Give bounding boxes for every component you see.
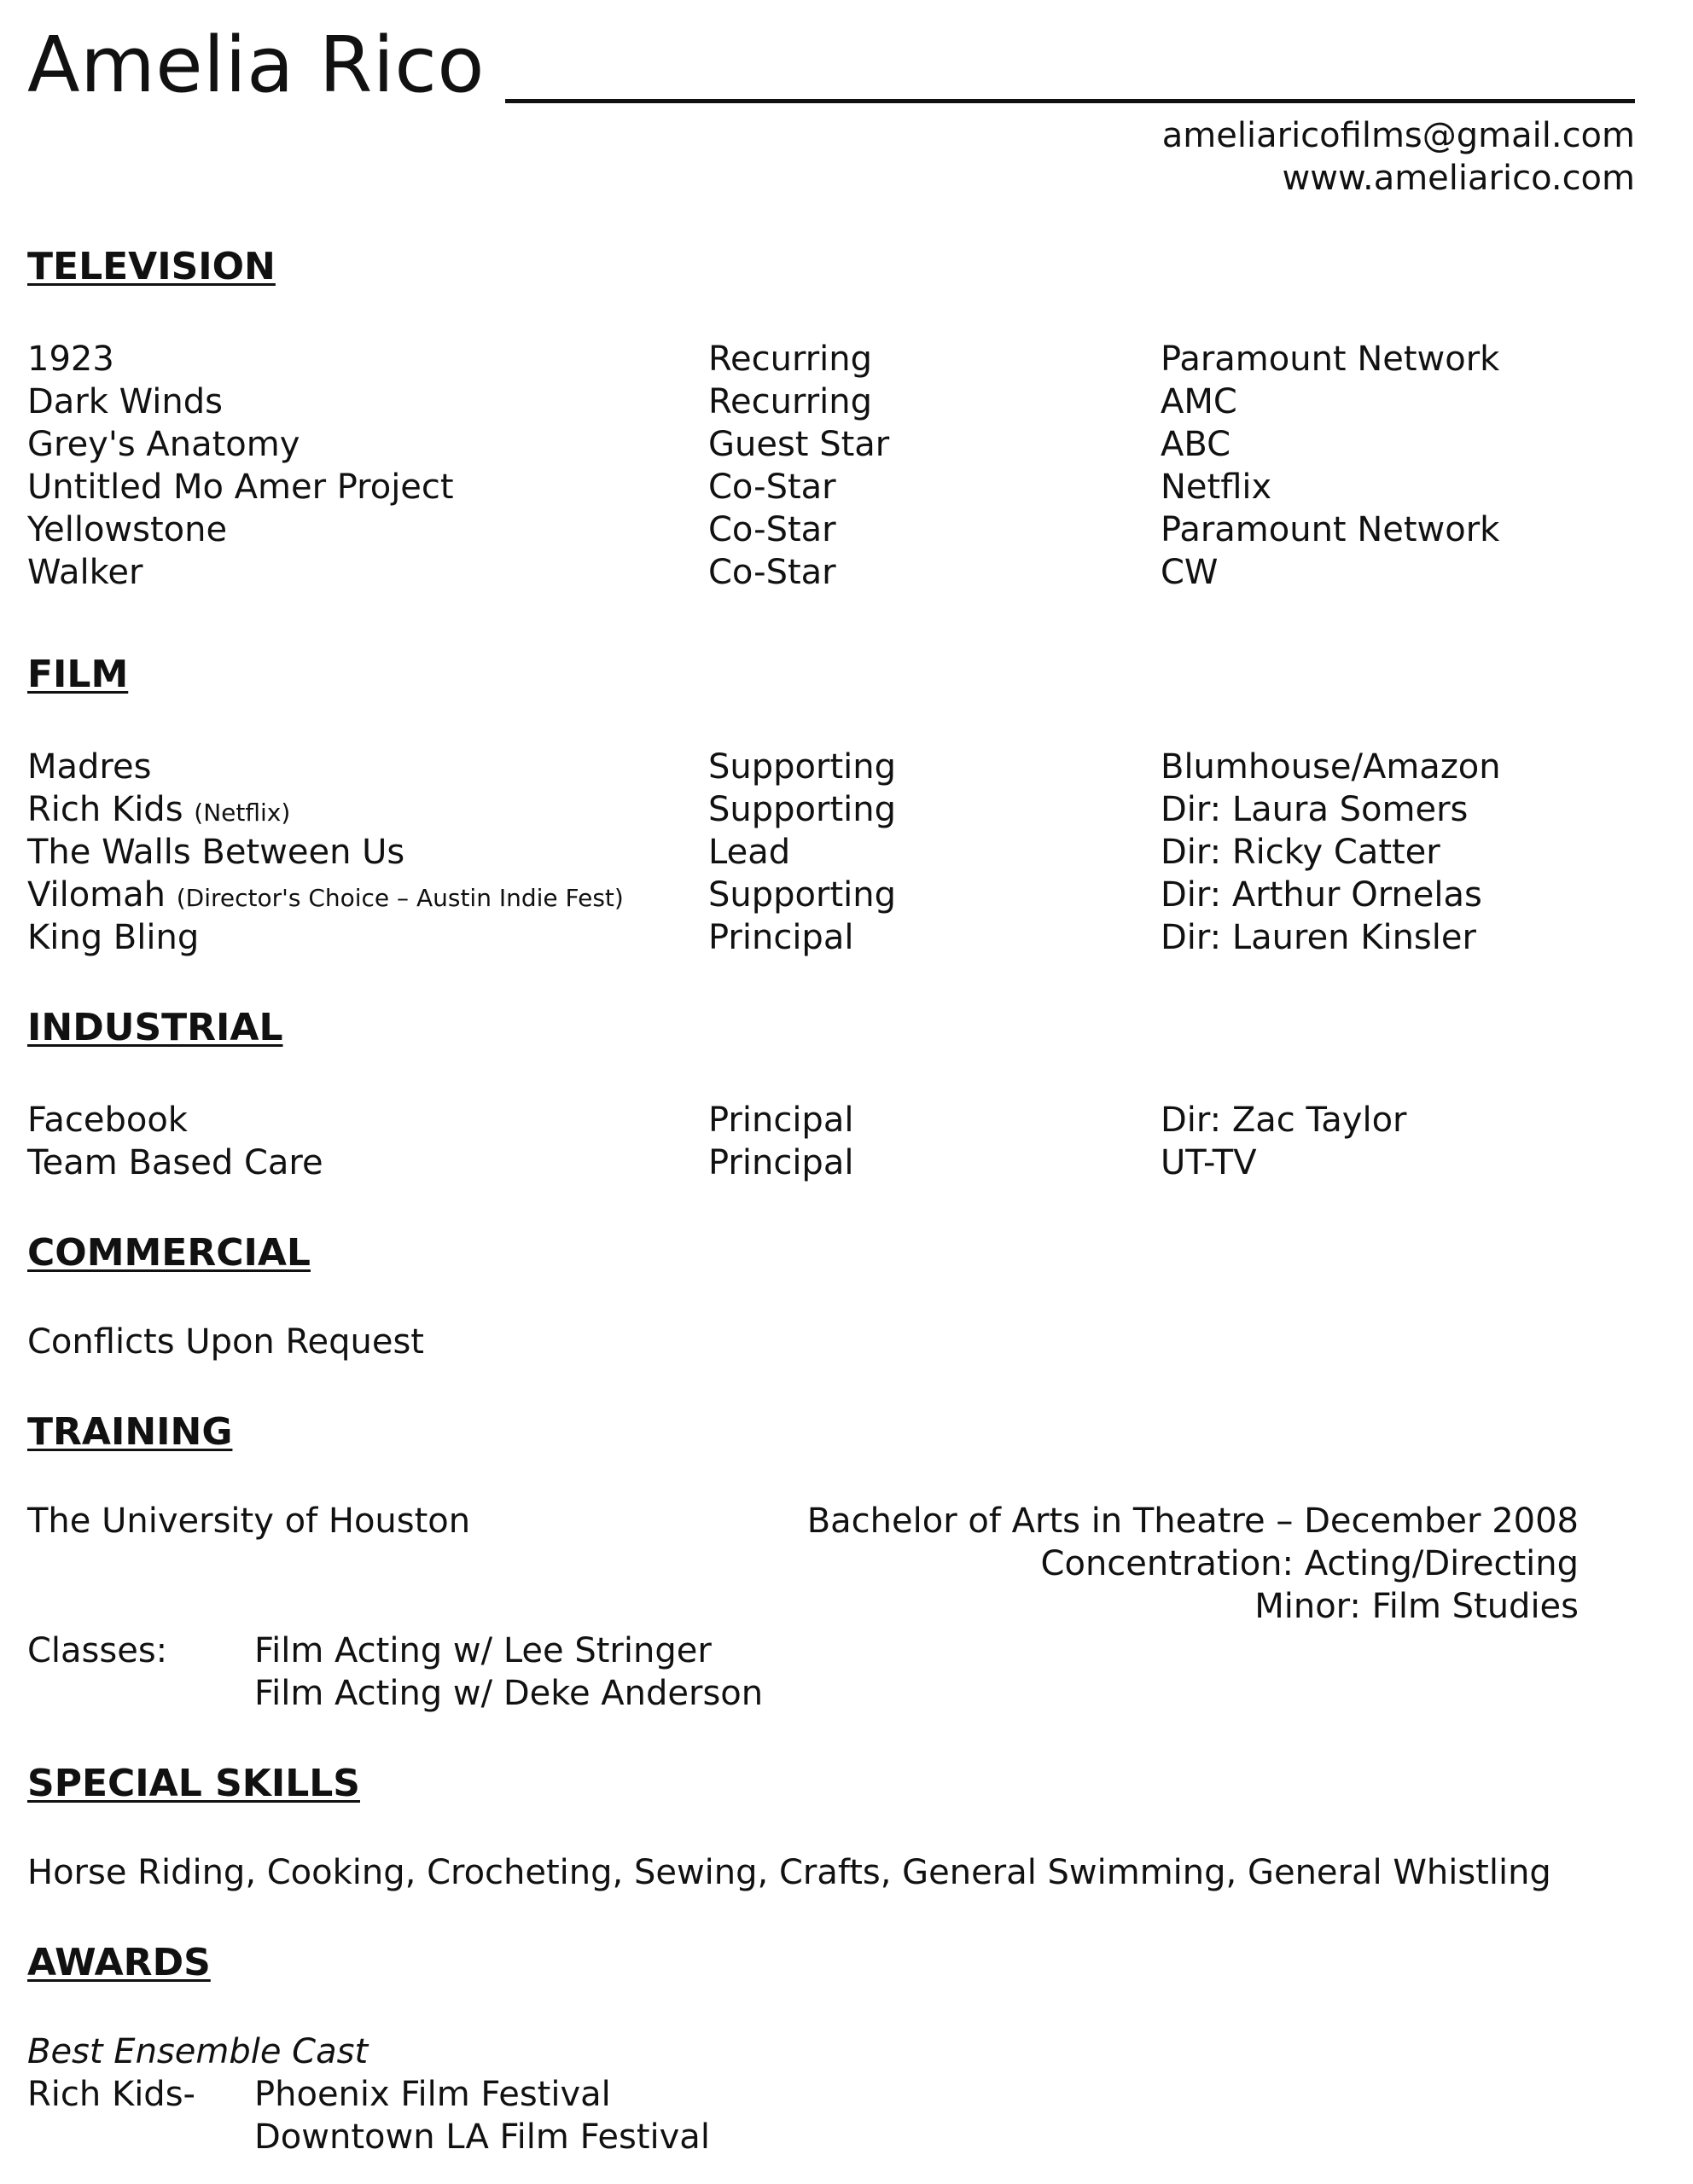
- credit-title: [27, 916, 199, 959]
- training-degree: Bachelor of Arts in Theatre – December 2008: [806, 1502, 1579, 1541]
- credit-title: Dark Winds: [27, 382, 224, 421]
- credit-row: [0, 831, 1693, 874]
- award-category: Best Ensemble Cast: [27, 2032, 369, 2071]
- credit-director: Dir: Lauren Kinsler: [1161, 918, 1476, 957]
- class-item: Film Acting w/ Lee Stringer: [254, 1631, 712, 1670]
- credit-row: [0, 1141, 1693, 1184]
- credit-title: Facebook: [27, 1101, 188, 1140]
- credit-role: Supporting: [708, 790, 896, 829]
- credit-title: 1923: [27, 340, 114, 379]
- credit-network: CW: [1161, 553, 1219, 592]
- credit-director: UT-TV: [1161, 1143, 1257, 1182]
- credit-title: [27, 788, 290, 834]
- credit-title: Team Based Care: [27, 1143, 323, 1182]
- award-festival: Phoenix Film Festival: [254, 2075, 611, 2114]
- credit-title: [27, 746, 151, 788]
- award-festival: Downtown LA Film Festival: [254, 2117, 710, 2157]
- credit-role: Supporting: [708, 875, 896, 915]
- credit-role: Co-Star: [708, 468, 836, 507]
- credit-row: [0, 508, 1693, 551]
- class-item: Film Acting w/ Deke Anderson: [254, 1674, 764, 1713]
- credit-role: Principal: [708, 1143, 854, 1182]
- credit-network: ABC: [1161, 425, 1231, 464]
- credit-title: [27, 874, 624, 920]
- credit-note: (Director's Choice – Austin Indie Fest): [176, 884, 624, 912]
- credit-network: Paramount Network: [1161, 340, 1500, 379]
- credit-title-text: Madres: [27, 747, 152, 787]
- credit-row: [0, 551, 1693, 594]
- credit-director: Dir: Zac Taylor: [1161, 1101, 1407, 1140]
- credit-title: [27, 831, 404, 874]
- credit-role: Lead: [708, 833, 791, 872]
- section-heading-special-skills: SPECIAL SKILLS: [27, 1762, 360, 1805]
- credit-role: Principal: [708, 918, 854, 957]
- credit-note: (Netflix): [194, 799, 291, 827]
- credit-row: [0, 423, 1693, 466]
- classes-label: Classes:: [27, 1631, 168, 1670]
- contact-website: www.ameliarico.com: [1282, 159, 1635, 198]
- credit-title: Walker: [27, 553, 143, 592]
- training-school: The University of Houston: [27, 1502, 471, 1541]
- credit-director: Dir: Ricky Catter: [1161, 833, 1440, 872]
- credit-director: Dir: Arthur Ornelas: [1161, 875, 1482, 915]
- credit-title-text: King Bling: [27, 918, 200, 957]
- skills-text: Horse Riding, Cooking, Crocheting, Sewing, Crafts, General Swimming, General Whistling: [27, 1853, 1551, 1892]
- training-minor: Minor: Film Studies: [1254, 1587, 1579, 1626]
- credit-director: Blumhouse/Amazon: [1161, 747, 1501, 787]
- credit-network: AMC: [1161, 382, 1237, 421]
- credit-network: Paramount Network: [1161, 510, 1500, 549]
- contact-email: ameliaricofilms@gmail.com: [1161, 116, 1635, 155]
- credit-row: [0, 1099, 1693, 1141]
- credit-role: Co-Star: [708, 510, 836, 549]
- section-heading-industrial: INDUSTRIAL: [27, 1006, 283, 1049]
- section-heading-film: FILM: [27, 653, 129, 696]
- credit-row: [0, 746, 1693, 788]
- credit-role: Co-Star: [708, 553, 836, 592]
- actor-name: Amelia Rico: [27, 19, 505, 113]
- credit-row: [0, 338, 1693, 380]
- credit-role: Recurring: [708, 340, 872, 379]
- award-film-label: Rich Kids-: [27, 2075, 195, 2114]
- credit-director: Dir: Laura Somers: [1161, 790, 1469, 829]
- credit-title-text: Rich Kids: [27, 790, 183, 829]
- section-heading-television: TELEVISION: [27, 245, 276, 288]
- credit-title-text: The Walls Between Us: [27, 833, 405, 872]
- credit-title: Yellowstone: [27, 510, 228, 549]
- credit-title-text: Vilomah: [27, 875, 166, 915]
- commercial-text: Conflicts Upon Request: [27, 1322, 424, 1362]
- credit-title: Untitled Mo Amer Project: [27, 468, 454, 507]
- section-heading-training: TRAINING: [27, 1410, 233, 1454]
- credit-row: [0, 916, 1693, 959]
- credit-row: [0, 380, 1693, 423]
- credit-role: Supporting: [708, 747, 896, 787]
- training-concentration: Concentration: Acting/Directing: [1040, 1544, 1579, 1583]
- credit-role: Recurring: [708, 382, 872, 421]
- credit-row: [0, 874, 1693, 916]
- credit-row: [0, 466, 1693, 508]
- section-heading-commercial: COMMERCIAL: [27, 1231, 311, 1275]
- credit-row: [0, 788, 1693, 831]
- credit-role: Principal: [708, 1101, 854, 1140]
- credit-title: Grey's Anatomy: [27, 425, 300, 464]
- credit-network: Netflix: [1161, 468, 1272, 507]
- credit-role: Guest Star: [708, 425, 890, 464]
- section-heading-awards: AWARDS: [27, 1941, 211, 1984]
